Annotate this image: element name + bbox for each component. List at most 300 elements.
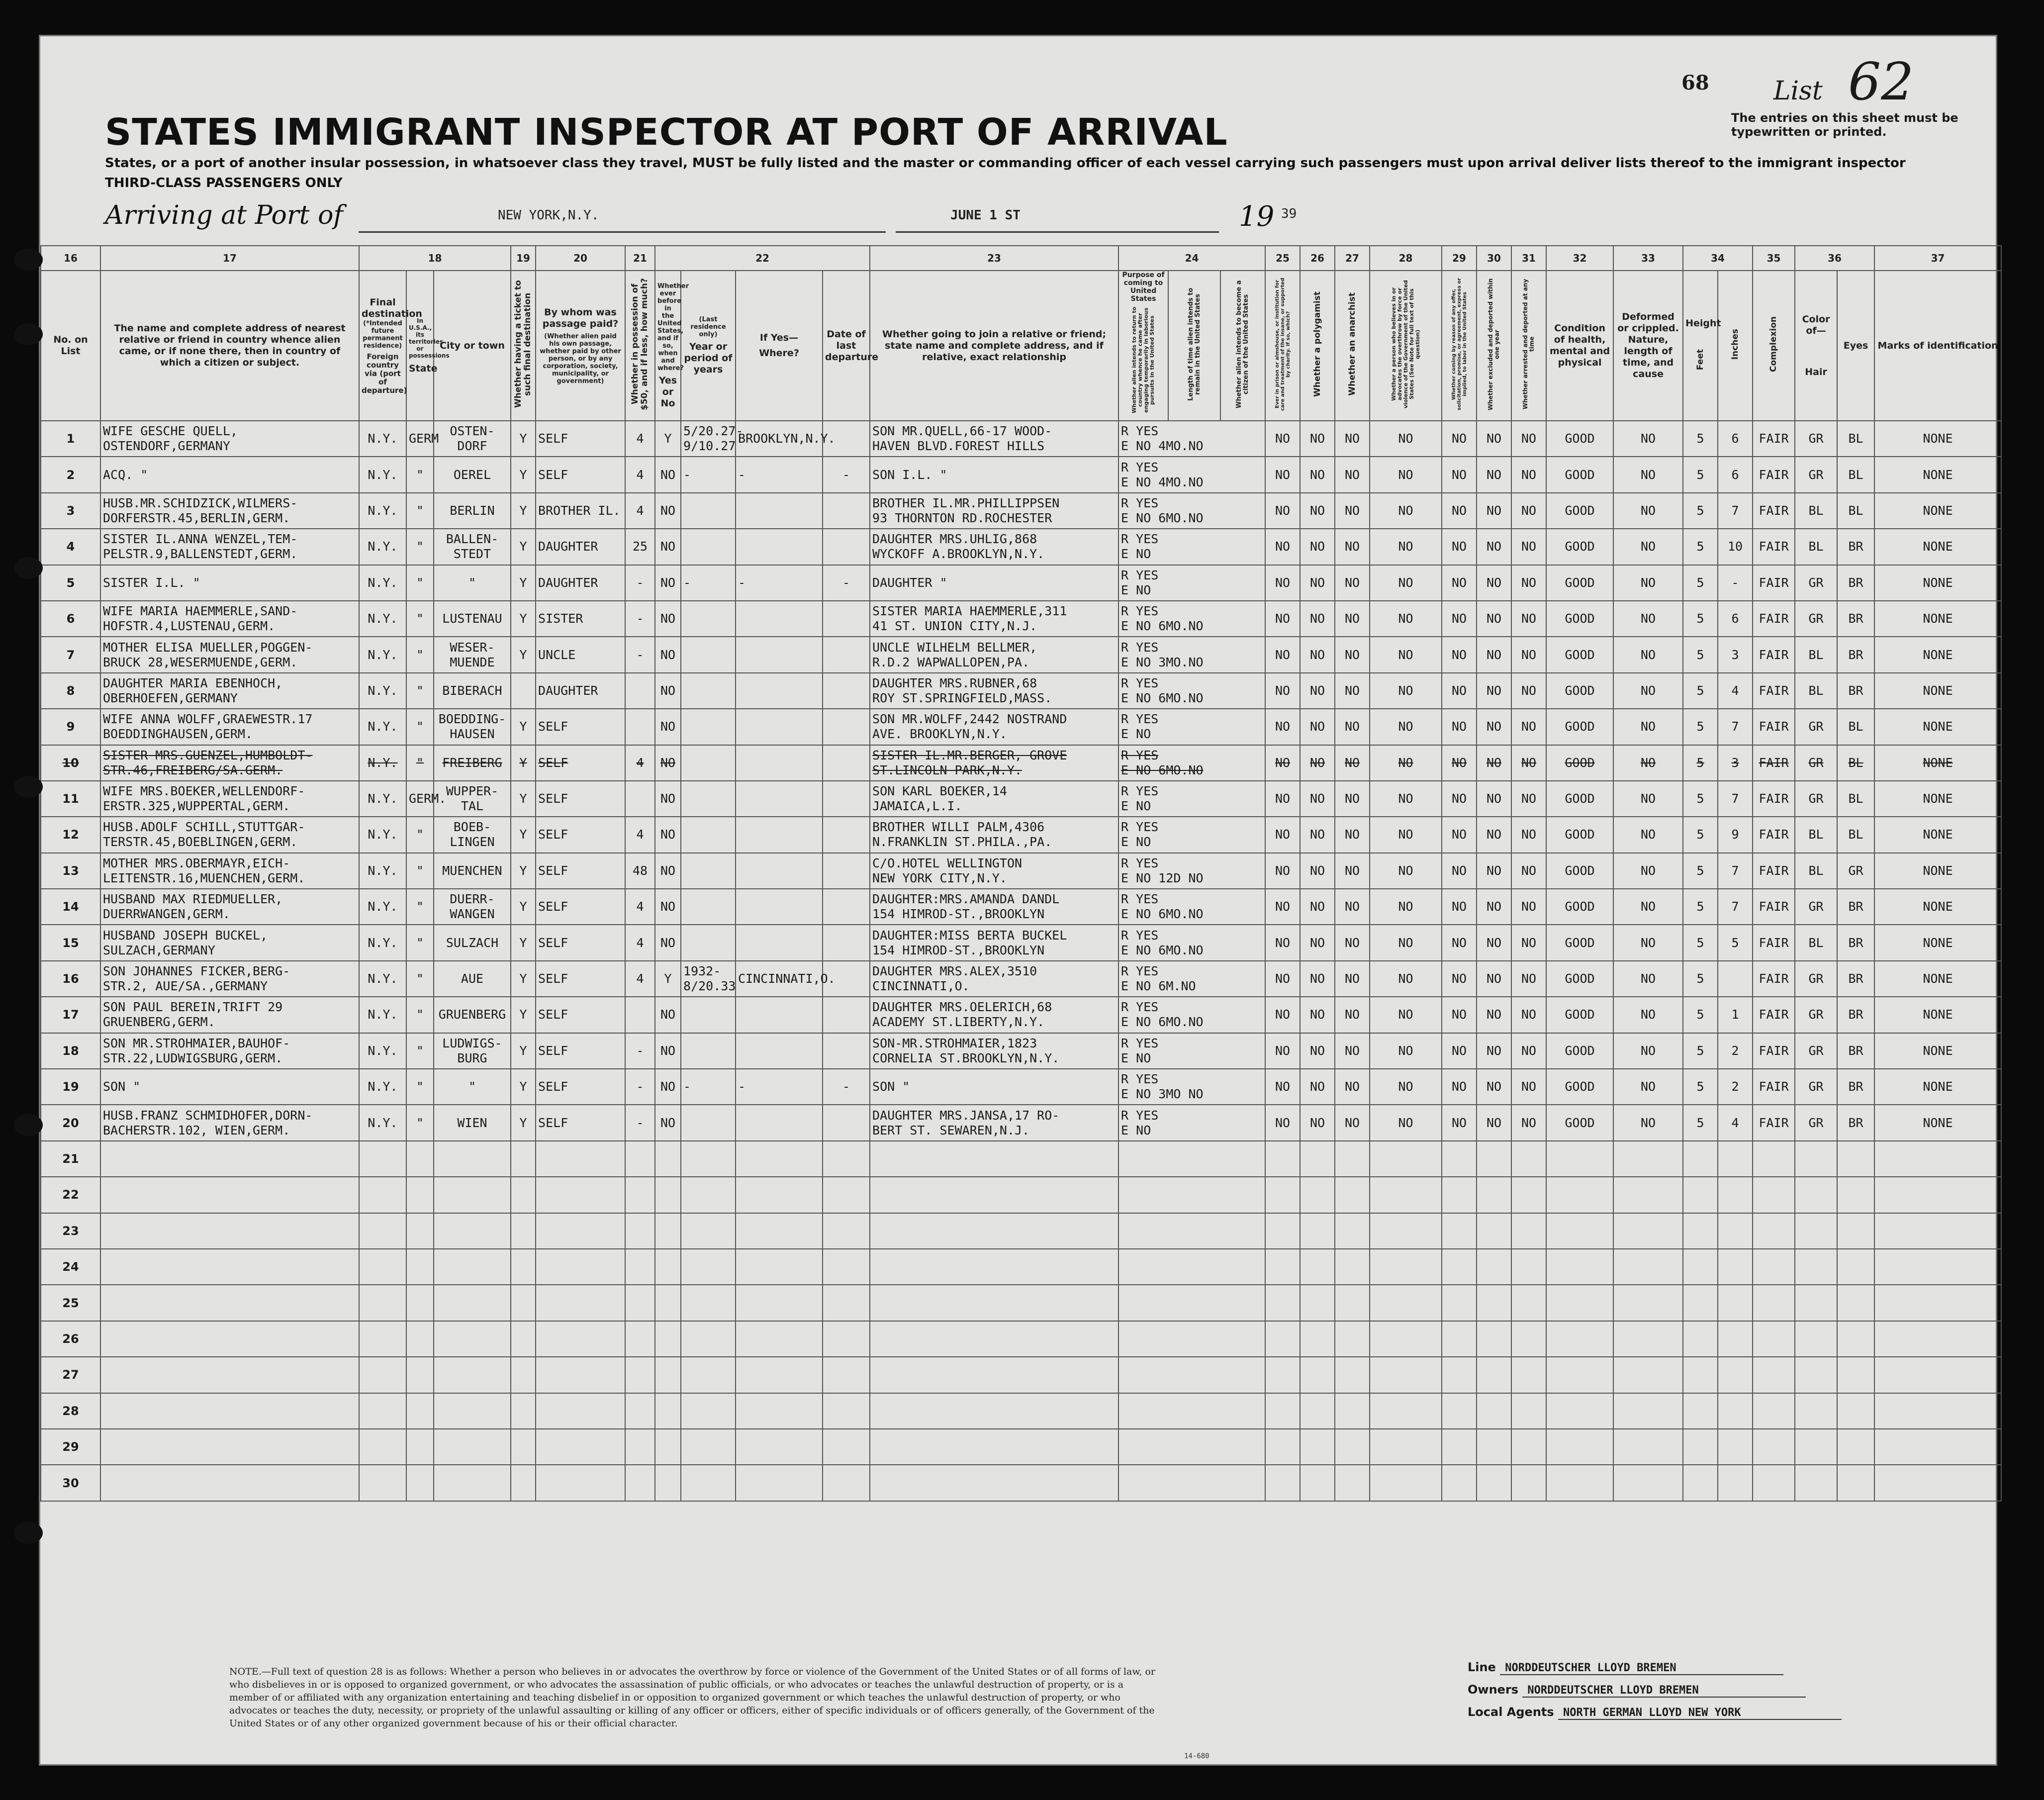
cell-money bbox=[625, 1429, 655, 1465]
cell-departure: - bbox=[823, 457, 870, 492]
passenger-table bbox=[40, 245, 2002, 1502]
cell-c31 bbox=[1511, 1213, 1546, 1249]
cell-text: JAMAICA,L.I. bbox=[872, 799, 962, 814]
cell-c28: NO bbox=[1370, 529, 1442, 565]
cell-text: OBERHOEFEN,GERMANY bbox=[103, 690, 238, 705]
cell-ticket bbox=[511, 673, 536, 709]
header-health: Condition of health, mental and physical bbox=[1546, 271, 1613, 421]
cell-hair: BL bbox=[1795, 817, 1837, 853]
cell-paid: SELF bbox=[536, 889, 625, 925]
cell-c25 bbox=[1265, 1141, 1300, 1177]
cell-feet: 5 bbox=[1683, 781, 1718, 817]
cell-where bbox=[736, 781, 823, 817]
cell-joining bbox=[870, 1033, 1118, 1069]
col-num: 17 bbox=[100, 246, 359, 271]
table-row bbox=[41, 817, 2001, 853]
cell-departure bbox=[823, 889, 870, 925]
cell-no: 25 bbox=[41, 1285, 100, 1321]
cell-deformed: NO bbox=[1613, 709, 1683, 745]
col-num: 27 bbox=[1335, 246, 1370, 271]
cell-c29: NO bbox=[1442, 421, 1477, 457]
header-money bbox=[625, 271, 655, 421]
cell-c30: NO bbox=[1477, 457, 1511, 492]
agents-label: Local Agents bbox=[1468, 1705, 1554, 1719]
cell-state: " bbox=[406, 961, 434, 997]
cell-eyes: BL bbox=[1837, 457, 1874, 492]
cell-feet bbox=[1683, 1249, 1718, 1285]
cell-inches: 7 bbox=[1718, 853, 1753, 889]
cell-text: HOFSTR.4,LUSTENAU,GERM. bbox=[103, 619, 276, 634]
line-label: Line bbox=[1468, 1660, 1496, 1674]
cell-departure bbox=[823, 925, 870, 960]
cell-feet bbox=[1683, 1321, 1718, 1357]
cell-text: R YES bbox=[1121, 568, 1159, 582]
cell-city: BOEDDING- HAUSEN bbox=[434, 709, 511, 745]
cell-marks bbox=[1874, 1141, 2001, 1177]
cell-deformed bbox=[1613, 1177, 1683, 1213]
cell-via: N.Y. bbox=[359, 853, 406, 889]
cell-period bbox=[681, 1213, 736, 1249]
cell-text: DUERRWANGEN,GERM. bbox=[103, 907, 230, 922]
cell-where: BROOKLYN,N.Y. bbox=[736, 421, 823, 457]
cell-city bbox=[434, 1285, 511, 1321]
cell-hair: GR bbox=[1795, 1069, 1837, 1105]
cell-ticket: Y bbox=[511, 889, 536, 925]
cell-feet: 5 bbox=[1683, 601, 1718, 637]
cell-text: E NO 6MO.NO bbox=[1121, 510, 1204, 525]
cell-c26 bbox=[1300, 1285, 1335, 1321]
cell-state bbox=[406, 1321, 434, 1357]
cell-complexion: FAIR bbox=[1753, 529, 1795, 565]
header-c27 bbox=[1335, 271, 1370, 421]
cell-text: HUSB.FRANZ SCHMIDHOFER,DORN- bbox=[103, 1108, 313, 1123]
cell-health bbox=[1546, 1249, 1613, 1285]
cell-via bbox=[359, 1141, 406, 1177]
cell-period bbox=[681, 817, 736, 853]
cell-period bbox=[681, 1321, 736, 1357]
cell-text: SON MR.STROHMAIER,BAUHOF- bbox=[103, 1036, 290, 1050]
cell-c31: NO bbox=[1511, 457, 1546, 492]
cell-joining bbox=[870, 853, 1118, 889]
cell-c31 bbox=[1511, 1321, 1546, 1357]
cell-inches: 5 bbox=[1718, 925, 1753, 960]
cell-health: GOOD bbox=[1546, 673, 1613, 709]
cell-c31: NO bbox=[1511, 925, 1546, 960]
cell-deformed bbox=[1613, 1357, 1683, 1393]
cell-city: BALLEN- STEDT bbox=[434, 529, 511, 565]
cell-health bbox=[1546, 1213, 1613, 1249]
cell-departure: - bbox=[823, 1069, 870, 1105]
cell-text: PELSTR.9,BALLENSTEDT,GERM. bbox=[103, 547, 298, 562]
col-num: 23 bbox=[870, 246, 1118, 271]
cell-text: E NO 6MO.NO bbox=[1121, 943, 1204, 957]
cell-c28: NO bbox=[1370, 925, 1442, 960]
cell-text: R YES bbox=[1121, 784, 1159, 799]
cell-c26: NO bbox=[1300, 1105, 1335, 1140]
cell-where bbox=[736, 1393, 823, 1429]
cell-purpose bbox=[1118, 1105, 1265, 1140]
cell-ticket: Y bbox=[511, 529, 536, 565]
header-feet-label: Feet bbox=[1695, 349, 1705, 371]
cell-c29: NO bbox=[1442, 709, 1477, 745]
cell-where bbox=[736, 673, 823, 709]
cell-before: NO bbox=[655, 997, 681, 1033]
cell-c30: NO bbox=[1477, 709, 1511, 745]
cell-text: DAUGHTER " bbox=[872, 575, 947, 590]
cell-c27 bbox=[1335, 1321, 1370, 1357]
cell-c28: NO bbox=[1370, 745, 1442, 781]
cell-c28: NO bbox=[1370, 997, 1442, 1033]
header-purpose-c: Whether alien intends to become a citizen of the United States bbox=[1235, 280, 1250, 408]
cell-marks: NONE bbox=[1874, 961, 2001, 997]
cell-purpose bbox=[1118, 745, 1265, 781]
cell-feet: 5 bbox=[1683, 673, 1718, 709]
table-row bbox=[41, 889, 2001, 925]
cell-text: E NO 6MO.NO bbox=[1121, 619, 1204, 634]
col-num: 34 bbox=[1683, 246, 1753, 271]
cell-c31: NO bbox=[1511, 493, 1546, 529]
header-height: Height bbox=[1685, 318, 1721, 329]
cell-no: 28 bbox=[41, 1393, 100, 1429]
cell-c28: NO bbox=[1370, 673, 1442, 709]
cell-where bbox=[736, 601, 823, 637]
cell-ticket: Y bbox=[511, 1033, 536, 1069]
cell-inches bbox=[1718, 1141, 1753, 1177]
header-date-departure: Date of last departure bbox=[823, 271, 870, 421]
cell-c25: NO bbox=[1265, 637, 1300, 672]
passenger-rows bbox=[41, 421, 2001, 1501]
cell-text: E NO bbox=[1121, 1123, 1151, 1137]
cell-c30: NO bbox=[1477, 961, 1511, 997]
cell-joining bbox=[870, 745, 1118, 781]
cell-deformed: NO bbox=[1613, 889, 1683, 925]
cell-money: - bbox=[625, 637, 655, 672]
cell-money: - bbox=[625, 1033, 655, 1069]
cell-health: GOOD bbox=[1546, 925, 1613, 960]
header-final-destination: Final destination bbox=[362, 296, 422, 319]
cell-state bbox=[406, 1357, 434, 1393]
table-row bbox=[41, 997, 2001, 1033]
cell-c31: NO bbox=[1511, 1069, 1546, 1105]
cell-no: 4 bbox=[41, 529, 100, 565]
header-city: City or town bbox=[434, 271, 511, 421]
cell-text: ACADEMY ST.LIBERTY,N.Y. bbox=[872, 1015, 1045, 1030]
cell-joining bbox=[870, 961, 1118, 997]
header-complexion-label: Complexion bbox=[1768, 316, 1779, 372]
cell-where bbox=[736, 1321, 823, 1357]
cell-before: NO bbox=[655, 673, 681, 709]
list-number: 62 bbox=[1848, 51, 1914, 112]
cell-via: N.Y. bbox=[359, 457, 406, 492]
cell-text: SON KARL BOEKER,14 bbox=[872, 784, 1007, 799]
cell-purpose bbox=[1118, 1321, 1265, 1357]
cell-inches bbox=[1718, 1429, 1753, 1465]
cell-state: " bbox=[406, 1069, 434, 1105]
cell-marks: NONE bbox=[1874, 709, 2001, 745]
cell-no: 14 bbox=[41, 889, 100, 925]
cell-c28: NO bbox=[1370, 853, 1442, 889]
cell-text: BRUCK 28,WESERMUENDE,GERM. bbox=[103, 655, 298, 669]
table-row bbox=[41, 673, 2001, 709]
cell-money bbox=[625, 1357, 655, 1393]
cell-complexion: FAIR bbox=[1753, 853, 1795, 889]
cell-joining bbox=[870, 457, 1118, 492]
entries-note: The entries on this sheet must be typewritten or printed. bbox=[1731, 111, 1958, 139]
cell-c26: NO bbox=[1300, 889, 1335, 925]
cell-feet: 5 bbox=[1683, 1033, 1718, 1069]
cell-hair bbox=[1795, 1393, 1837, 1429]
cell-complexion: FAIR bbox=[1753, 709, 1795, 745]
cell-text: HAVEN BLVD.FOREST HILLS bbox=[872, 439, 1045, 454]
cell-c26: NO bbox=[1300, 529, 1335, 565]
cell-via: N.Y. bbox=[359, 529, 406, 565]
table-row bbox=[41, 637, 2001, 672]
cell-text: BROTHER IL.MR.PHILLIPPSEN bbox=[872, 495, 1060, 510]
cell-via bbox=[359, 1357, 406, 1393]
col-num: 18 bbox=[359, 246, 511, 271]
cell-money: - bbox=[625, 1069, 655, 1105]
cell-text: R YES bbox=[1121, 640, 1159, 655]
cell-c25 bbox=[1265, 1285, 1300, 1321]
cell-marks: NONE bbox=[1874, 529, 2001, 565]
cell-inches: 4 bbox=[1718, 673, 1753, 709]
cell-money bbox=[625, 1213, 655, 1249]
cell-city: " bbox=[434, 565, 511, 601]
cell-state: " bbox=[406, 673, 434, 709]
cell-city: " bbox=[434, 1069, 511, 1105]
cell-feet: 5 bbox=[1683, 529, 1718, 565]
cell-eyes: BL bbox=[1837, 745, 1874, 781]
cell-c31: NO bbox=[1511, 601, 1546, 637]
cell-period bbox=[681, 709, 736, 745]
cell-text: 154 HIMROD-ST.,BROOKLYN bbox=[872, 943, 1045, 957]
cell-purpose bbox=[1118, 925, 1265, 960]
cell-inches: 2 bbox=[1718, 1069, 1753, 1105]
cell-state bbox=[406, 1213, 434, 1249]
cell-c27: NO bbox=[1335, 961, 1370, 997]
cell-complexion bbox=[1753, 1249, 1795, 1285]
cell-period: 5/20.27-9/10.27 bbox=[681, 421, 736, 457]
cell-c30: NO bbox=[1477, 673, 1511, 709]
cell-health bbox=[1546, 1465, 1613, 1501]
table-row bbox=[41, 1429, 2001, 1465]
cell-c30: NO bbox=[1477, 1105, 1511, 1140]
header-deformed: Deformed or crippled. Nature, length of time, and cause bbox=[1613, 271, 1683, 421]
col-num: 19 bbox=[511, 246, 536, 271]
table-row bbox=[41, 529, 2001, 565]
cell-departure bbox=[823, 1429, 870, 1465]
cell-c29: NO bbox=[1442, 745, 1477, 781]
cell-c29: NO bbox=[1442, 889, 1477, 925]
cell-ticket: Y bbox=[511, 853, 536, 889]
cell-text: E NO 3MO NO bbox=[1121, 1087, 1204, 1102]
cell-city: MUENCHEN bbox=[434, 853, 511, 889]
cell-marks: NONE bbox=[1874, 601, 2001, 637]
cell-inches bbox=[1718, 1249, 1753, 1285]
cell-text: HUSB.MR.SCHIDZICK,WILMERS- bbox=[103, 495, 298, 510]
cell-deformed: NO bbox=[1613, 961, 1683, 997]
cell-text: R YES bbox=[1121, 892, 1159, 907]
cell-c29: NO bbox=[1442, 925, 1477, 960]
header-hair-label: Hair bbox=[1805, 366, 1827, 378]
cell-via: N.Y. bbox=[359, 601, 406, 637]
cell-text: STR.22,LUDWIGSBURG,GERM. bbox=[103, 1050, 283, 1065]
cell-eyes: BL bbox=[1837, 781, 1874, 817]
manifest-header bbox=[40, 36, 1996, 255]
page-title: STATES IMMIGRANT INSPECTOR AT PORT OF ARRIVAL bbox=[105, 111, 1228, 154]
cell-c26 bbox=[1300, 1393, 1335, 1429]
cell-text: BERT ST. SEWAREN,N.J. bbox=[872, 1123, 1030, 1137]
cell-joining bbox=[870, 1321, 1118, 1357]
cell-text: WIFE MRS.BOEKER,WELLENDORF- bbox=[103, 784, 305, 799]
cell-joining bbox=[870, 637, 1118, 672]
cell-money: 4 bbox=[625, 457, 655, 492]
cell-period bbox=[681, 673, 736, 709]
cell-departure bbox=[823, 601, 870, 637]
cell-money bbox=[625, 781, 655, 817]
cell-inches: 6 bbox=[1718, 457, 1753, 492]
cell-c25: NO bbox=[1265, 997, 1300, 1033]
cell-c25 bbox=[1265, 1321, 1300, 1357]
binder-hole-icon bbox=[14, 1114, 43, 1136]
cell-hair: GR bbox=[1795, 457, 1837, 492]
cell-c28 bbox=[1370, 1429, 1442, 1465]
cell-where bbox=[736, 853, 823, 889]
cell-joining bbox=[870, 781, 1118, 817]
cell-c25: NO bbox=[1265, 1033, 1300, 1069]
cell-paid bbox=[536, 1177, 625, 1213]
cell-purpose bbox=[1118, 457, 1265, 492]
cell-period bbox=[681, 1141, 736, 1177]
cell-purpose bbox=[1118, 1465, 1265, 1501]
cell-city bbox=[434, 1141, 511, 1177]
cell-departure bbox=[823, 745, 870, 781]
cell-before: Y bbox=[655, 421, 681, 457]
cell-departure bbox=[823, 853, 870, 889]
cell-complexion: FAIR bbox=[1753, 673, 1795, 709]
cell-health: GOOD bbox=[1546, 853, 1613, 889]
cell-hair bbox=[1795, 1141, 1837, 1177]
cell-text: N.FRANKLIN ST.PHILA.,PA. bbox=[872, 835, 1052, 850]
cell-eyes: BL bbox=[1837, 421, 1874, 457]
cell-where bbox=[736, 1177, 823, 1213]
header-money-text: Whether in possession of $50, and if less, how much? bbox=[630, 278, 650, 410]
cell-where bbox=[736, 1249, 823, 1285]
cell-departure bbox=[823, 817, 870, 853]
cell-state: " bbox=[406, 637, 434, 672]
cell-city: BOEB- LINGEN bbox=[434, 817, 511, 853]
cell-complexion: FAIR bbox=[1753, 889, 1795, 925]
cell-c25 bbox=[1265, 1177, 1300, 1213]
cell-purpose bbox=[1118, 781, 1265, 817]
cell-c30 bbox=[1477, 1249, 1511, 1285]
cell-text: WIFE MARIA HAEMMERLE,SAND- bbox=[103, 604, 298, 619]
cell-paid bbox=[536, 1285, 625, 1321]
cell-c25 bbox=[1265, 1249, 1300, 1285]
cell-hair: BL bbox=[1795, 637, 1837, 672]
header-inches-label: Inches bbox=[1730, 328, 1740, 360]
cell-c29 bbox=[1442, 1393, 1477, 1429]
cell-c30 bbox=[1477, 1357, 1511, 1393]
header-c30 bbox=[1477, 271, 1511, 421]
header-c26 bbox=[1300, 271, 1335, 421]
cell-inches: 6 bbox=[1718, 601, 1753, 637]
cell-text: WIFE GESCHE QUELL, bbox=[103, 424, 238, 439]
cell-eyes bbox=[1837, 1177, 1874, 1213]
cell-c31: NO bbox=[1511, 781, 1546, 817]
cell-c29: NO bbox=[1442, 1105, 1477, 1140]
cell-via: N.Y. bbox=[359, 709, 406, 745]
cell-no: 17 bbox=[41, 997, 100, 1033]
cell-money bbox=[625, 1321, 655, 1357]
cell-complexion: FAIR bbox=[1753, 817, 1795, 853]
cell-paid: UNCLE bbox=[536, 637, 625, 672]
cell-inches bbox=[1718, 1465, 1753, 1501]
cell-text: NEW YORK CITY,N.Y. bbox=[872, 870, 1007, 885]
cell-text: ST.LINCOLN PARK,N.Y. bbox=[872, 762, 1022, 777]
cell-c31: NO bbox=[1511, 637, 1546, 672]
cell-feet bbox=[1683, 1141, 1718, 1177]
cell-via: N.Y. bbox=[359, 1033, 406, 1069]
cell-paid: SELF bbox=[536, 709, 625, 745]
cell-marks: NONE bbox=[1874, 1105, 2001, 1140]
cell-hair bbox=[1795, 1357, 1837, 1393]
cell-no: 21 bbox=[41, 1141, 100, 1177]
cell-text: SON-MR.STROHMAIER,1823 bbox=[872, 1036, 1037, 1050]
cell-departure bbox=[823, 1465, 870, 1501]
cell-c29: NO bbox=[1442, 601, 1477, 637]
cell-joining bbox=[870, 1429, 1118, 1465]
cell-paid bbox=[536, 1465, 625, 1501]
table-row bbox=[41, 781, 2001, 817]
cell-period bbox=[681, 601, 736, 637]
cell-state: " bbox=[406, 853, 434, 889]
cell-deformed: NO bbox=[1613, 421, 1683, 457]
cell-c27: NO bbox=[1335, 745, 1370, 781]
cell-c29: NO bbox=[1442, 997, 1477, 1033]
cell-feet: 5 bbox=[1683, 493, 1718, 529]
header-year-period bbox=[681, 271, 736, 421]
cell-period bbox=[681, 853, 736, 889]
cell-feet: 5 bbox=[1683, 961, 1718, 997]
cell-c31: NO bbox=[1511, 565, 1546, 601]
cell-where bbox=[736, 1141, 823, 1177]
table-row bbox=[41, 565, 2001, 601]
cell-c28 bbox=[1370, 1213, 1442, 1249]
cell-c27: NO bbox=[1335, 853, 1370, 889]
cell-via: N.Y. bbox=[359, 637, 406, 672]
cell-ticket bbox=[511, 1213, 536, 1249]
cell-deformed: NO bbox=[1613, 745, 1683, 781]
cell-text: E NO 4MO.NO bbox=[1121, 474, 1204, 489]
cell-c25: NO bbox=[1265, 925, 1300, 960]
column-number-row bbox=[41, 246, 2001, 271]
cell-purpose bbox=[1118, 1429, 1265, 1465]
cell-before: NO bbox=[655, 925, 681, 960]
cell-before: NO bbox=[655, 817, 681, 853]
cell-text: DAUGHTER MRS.OELERICH,68 bbox=[872, 1000, 1052, 1015]
header-c29-text: Whether coming by reason of any offer, solicitation, promise, or agreement, express or implied, to labor in the United States bbox=[1451, 278, 1468, 411]
cell-c27: NO bbox=[1335, 925, 1370, 960]
cell-joining bbox=[870, 1177, 1118, 1213]
cell-state: " bbox=[406, 817, 434, 853]
cell-joining bbox=[870, 493, 1118, 529]
cell-state bbox=[406, 1141, 434, 1177]
cell-inches bbox=[1718, 1177, 1753, 1213]
cell-via: N.Y. bbox=[359, 421, 406, 457]
question-28-note: NOTE.—Full text of question 28 is as follows: Whether a person who believes in or advocates the overthrow by force or violence of the Government of the United States or of all forms of law, or who disbelieves in or is opposed to organized government, or who advocates the assassination of public officials, or who advocates or teaches the unlawful destruction of property, or is a member of or affiliated with any organization entertaining and teaching disbelief in or opposition to organized government or which teaches the unlawful destruction of property, or who advocates or teaches the duty, necessity, or propriety of the unlawful assaulting or killing of any officer or officers, either of specific individuals or of officers generally, of the Government of the United States or of any other organized government because of his or their official character. bbox=[229, 1666, 1156, 1729]
cell-eyes: BR bbox=[1837, 529, 1874, 565]
